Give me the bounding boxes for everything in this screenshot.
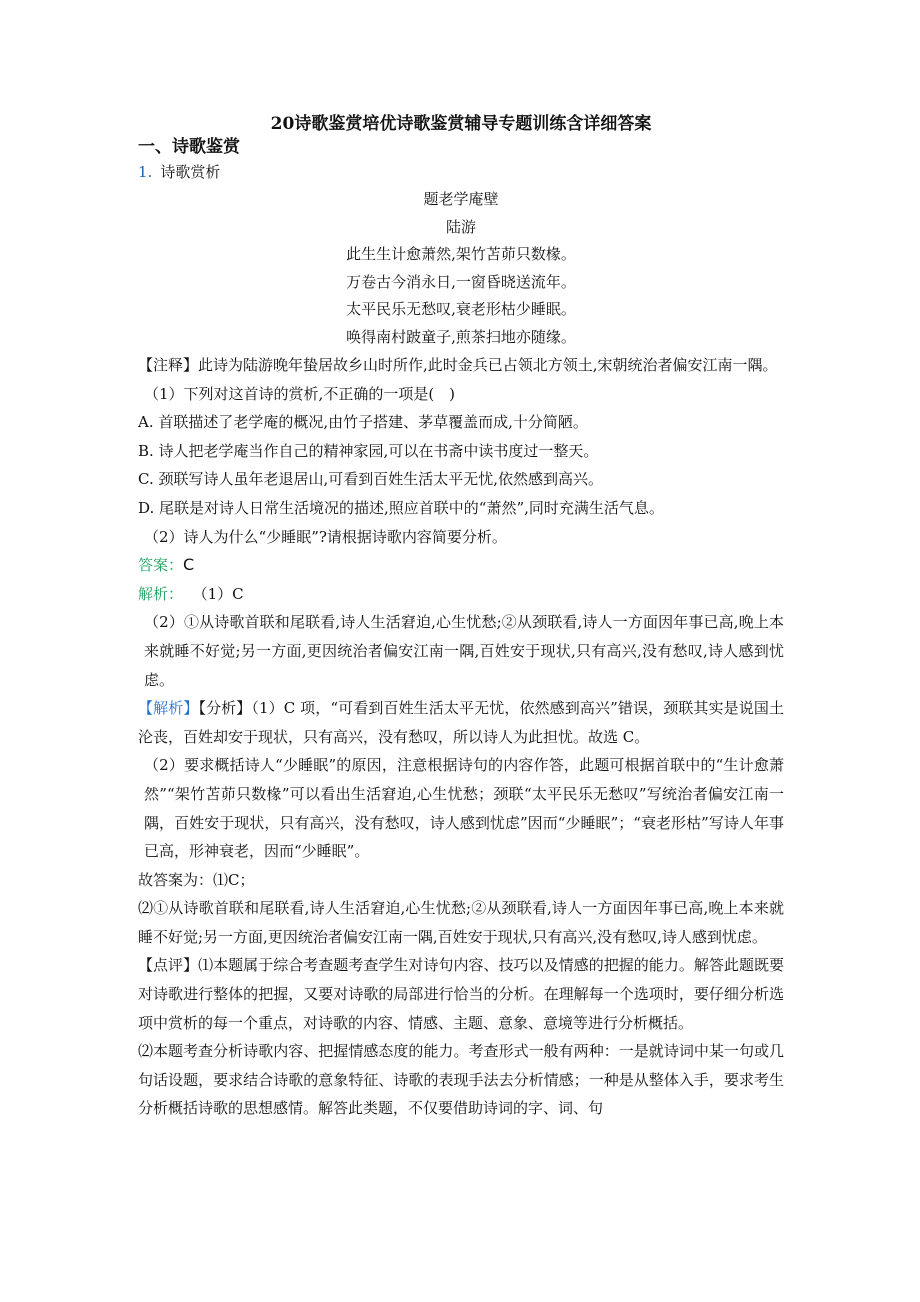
jiexi-tag: 【解析】 — [138, 699, 199, 718]
jiexi-part-2: （2）要求概括诗人“少睡眠”的原因，注意根据诗句的内容作答，此题可根据首联中的“生计愈萧然”“架竹苫茆只数椽”可以看出生活窘迫,心生忧愁；颈联“太平民乐无愁叹”写统治者偏安江南一隅，百姓安于现状，只有高兴，没有愁叹，诗人感到忧虑”因而“少睡眠”；“衰老形枯”写诗人年事已高，形神衰老，因而“少睡眠”。 — [144, 756, 784, 861]
analysis-label: 解析： — [138, 584, 184, 603]
document-title: 20诗歌鉴赏培优诗歌鉴赏辅导专题训练含详细答案 — [270, 114, 652, 134]
poem-line: 万卷古今消永日,一窗昏晓送流年。 — [346, 272, 576, 291]
poem-author: 陆游 — [445, 217, 476, 236]
comment-2: ⑵本题考查分析诗歌内容、把握情感态度的能力。考查形式一般有两种：一是就诗词中某一句或几句话设题，要求结合诗歌的意象特征、诗歌的表现手法去分析情感；一种是从整体入手，要求考生分析概括诗歌的思想感情。解答此类题，不仅要借助诗词的字、词、句 — [138, 1042, 784, 1118]
poem-line: 此生生计愈萧然,架竹苫茆只数椽。 — [346, 245, 576, 263]
note: 【注释】此诗为陆游晚年蛰居故乡山时所作,此时金兵已占领北方领土,宋朝统治者偏安江南一隅。 — [138, 356, 778, 374]
sub-question-2: （2）诗人为什么“少睡眠”?请根据诗歌内容简要分析。 — [144, 527, 507, 546]
document-page — [138, 112, 784, 1123]
jiexi-part-1: 【分析】（1）C 项，“可看到百姓生活太平无忧，依然感到高兴”错误，颈联其实是说国土沦丧，百姓却安于现状，只有高兴，没有愁叹，所以诗人为此担忧。故选 C。 — [138, 699, 784, 746]
final-answer-2: ⑵①从诗歌首联和尾联看,诗人生活窘迫,心生忧愁;②从颈联看,诗人一方面因年事已高,晚上本来就睡不好觉;另一方面,更因统治者偏安江南一隅,百姓安于现状,只有高兴,没有愁叹,诗人感到忧虑。 — [138, 899, 784, 946]
question-label: 诗歌赏析 — [160, 163, 221, 181]
poem — [138, 186, 784, 351]
section-heading: 一、诗歌鉴赏 — [138, 137, 240, 157]
analysis-part-2: （2）①从诗歌首联和尾联看,诗人生活窘迫,心生忧愁;②从颈联看,诗人一方面因年事已高,晚上本来就睡不好觉;另一方面,更因统治者偏安江南一隅,百姓安于现状,只有高兴,没有愁叹,诗人感到忧虑。 — [144, 613, 784, 689]
answer-value: C — [183, 555, 195, 575]
poem-line: 唤得南村跛童子,煎茶扫地亦随缘。 — [346, 327, 576, 346]
option-c: C. 颈联写诗人虽年老退居山,可看到百姓生活太平无忧,依然感到高兴。 — [138, 470, 604, 489]
answer-label: 答案： — [138, 556, 184, 575]
option-b: B. 诗人把老学庵当作自己的精神家园,可以在书斋中读书度过一整天。 — [138, 441, 599, 460]
option-d: D. 尾联是对诗人日常生活境况的描述,照应首联中的“萧然”,同时充满生活气息。 — [138, 498, 664, 517]
option-a: A. 首联描述了老学庵的概况,由竹子搭建、茅草覆盖而成,十分简陋。 — [138, 413, 588, 432]
final-answer-1: 故答案为：⑴C； — [138, 870, 255, 889]
question-heading — [138, 158, 784, 186]
answer-line — [138, 551, 784, 580]
poem-line: 太平民乐无愁叹,衰老形枯少睡眠。 — [346, 300, 576, 318]
analysis-value: （1）C — [192, 584, 244, 603]
comment-1: 【点评】⑴本题属于综合考查题考查学生对诗句内容、技巧以及情感的把握的能力。解答此题既要对诗歌进行整体的把握，又要对诗歌的局部进行恰当的分析。在理解每一个选项时，要仔细分析选项中赏析的每一个重点，对诗歌的内容、情感、主题、意象、意境等进行分析概括。 — [138, 956, 784, 1032]
poem-title: 题老学庵壁 — [423, 190, 499, 208]
jiexi-paragraph — [138, 694, 784, 751]
sub-question-1: （1）下列对这首诗的赏析,不正确的一项是( ) — [144, 384, 456, 403]
analysis-line — [138, 580, 784, 609]
question-number: 1. — [138, 163, 153, 181]
